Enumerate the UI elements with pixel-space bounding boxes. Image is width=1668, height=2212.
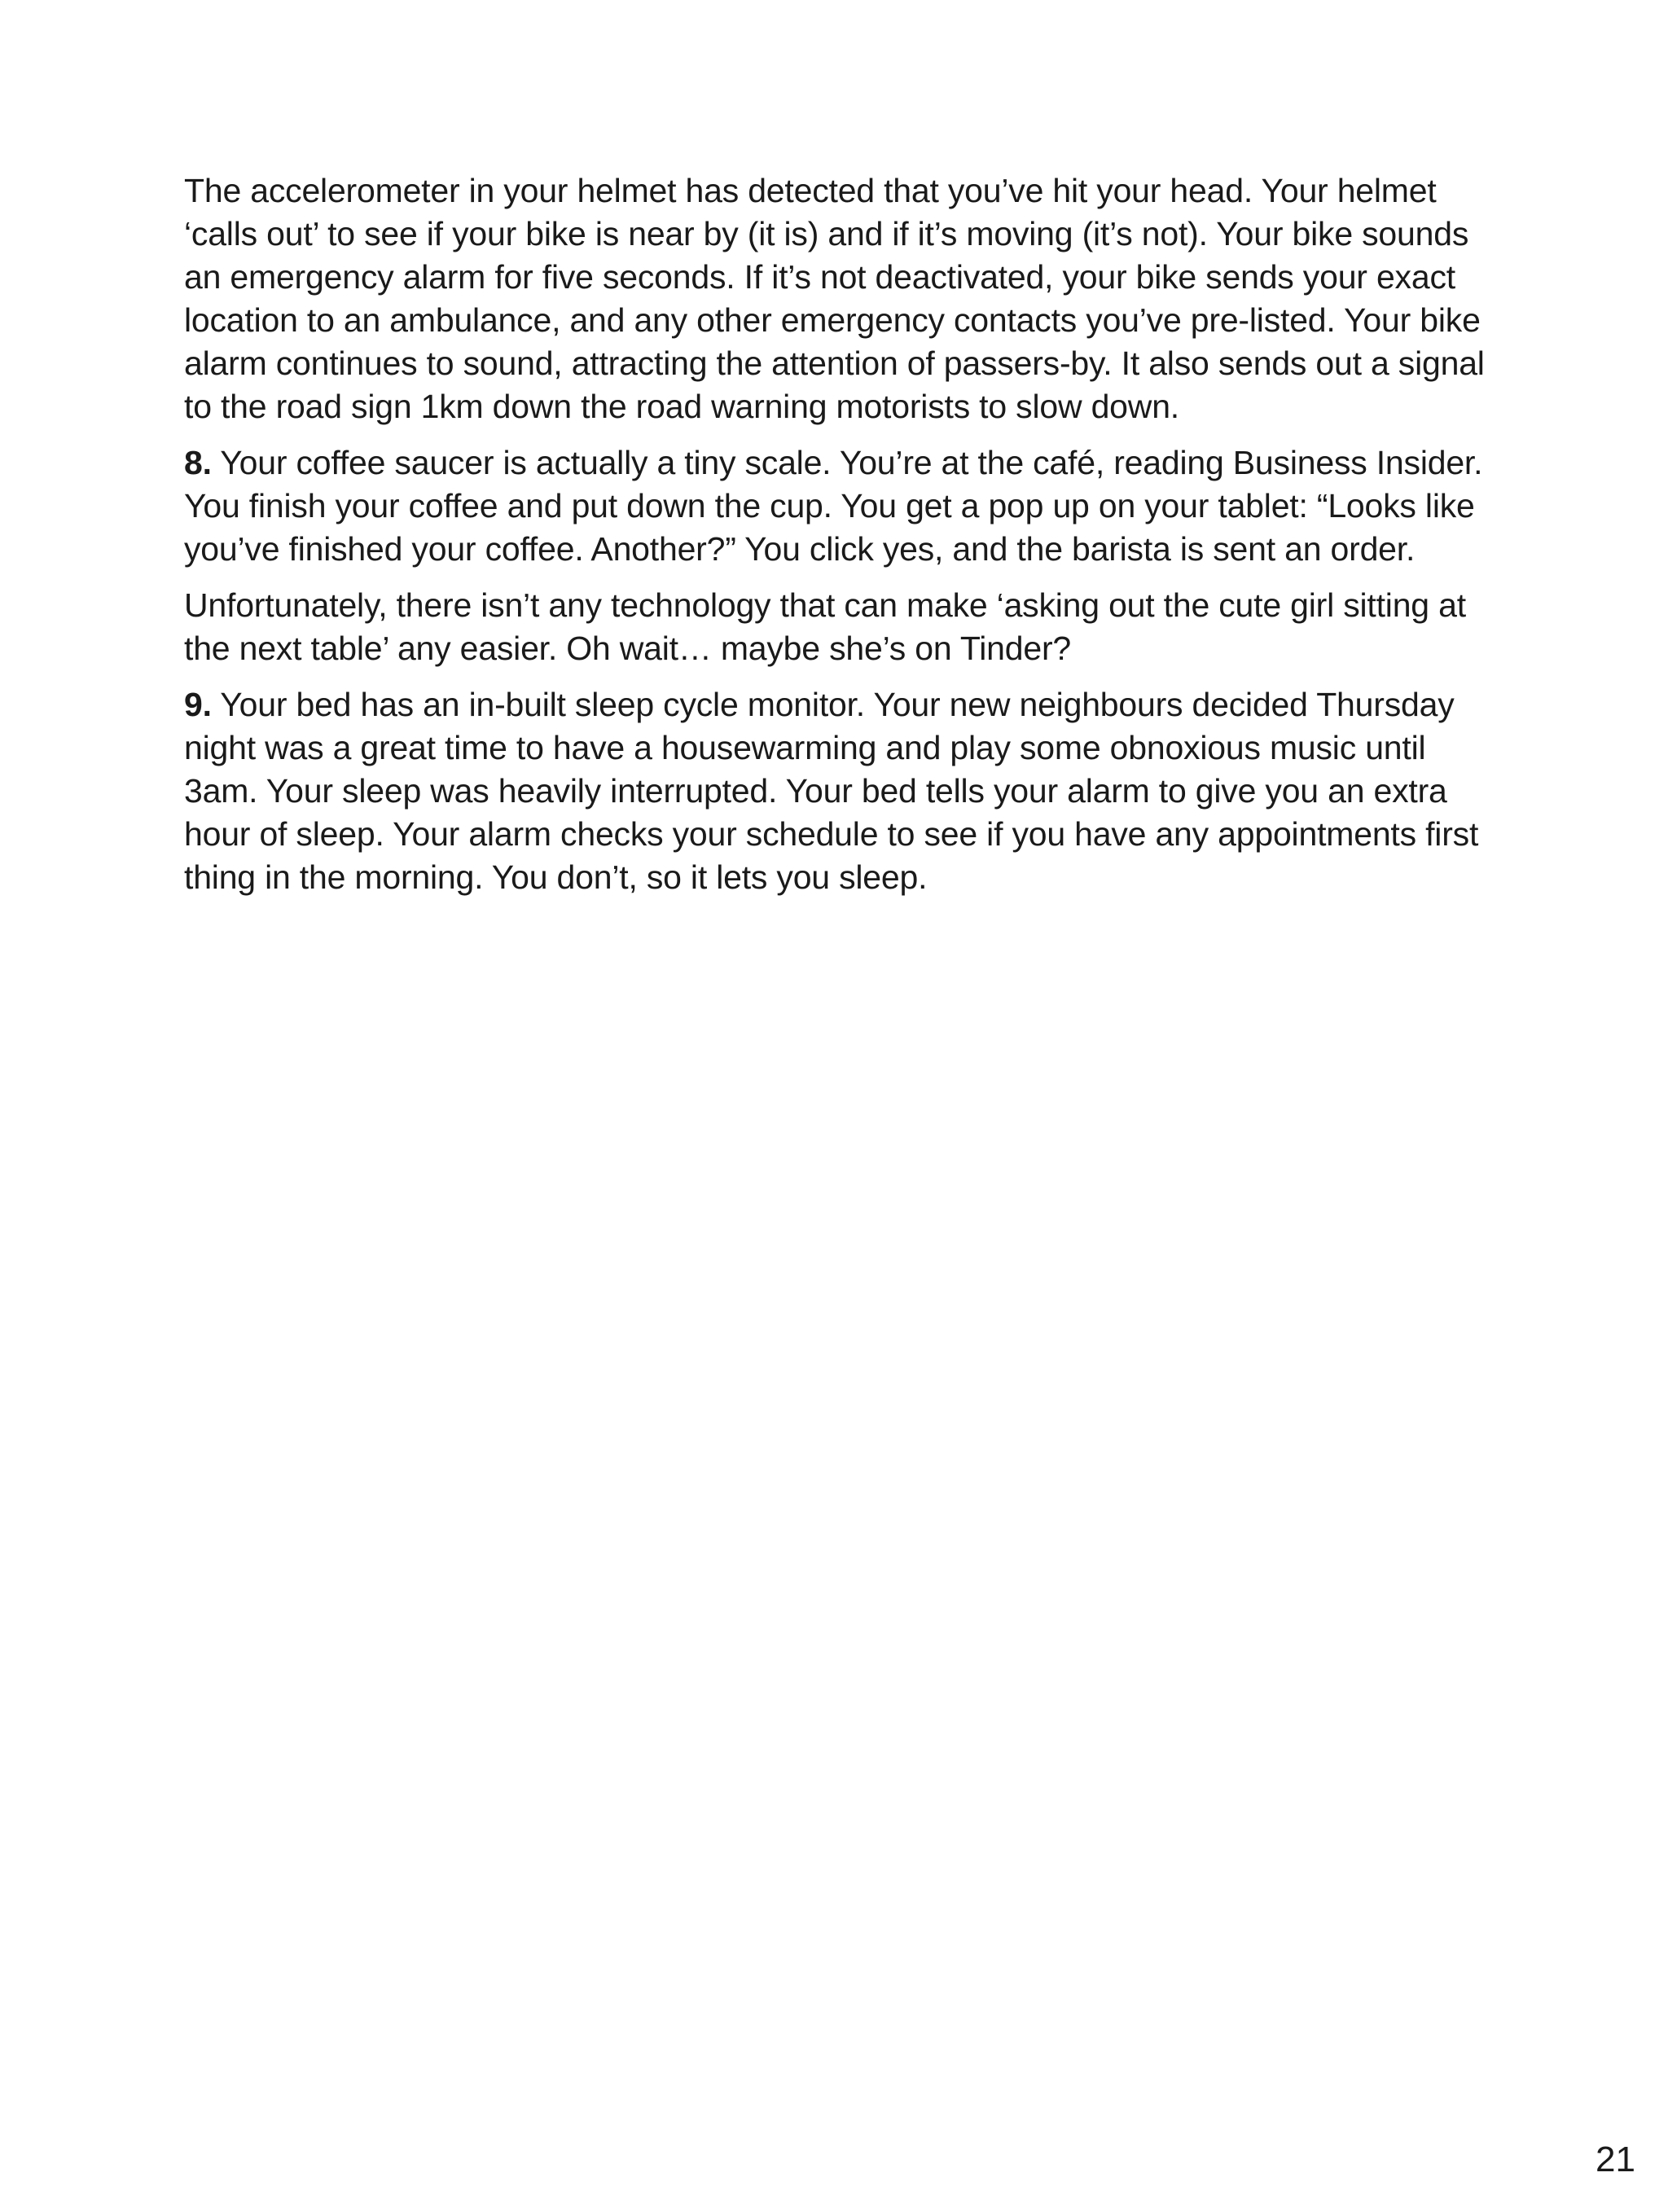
- body-text: [184, 169, 1487, 912]
- paragraph-text: The accelerometer in your helmet has detected that you’ve hit your head. Your helmet ‘calls out’ to see if your bike is near by (it is) and if it’s moving (it’s not). Your bike sounds an emergency alarm for five seconds. If it’s not deactivated, your bike sends your exact location to an ambulance, and any other emergency contacts you’ve pre-listed. Your bike alarm continues to sound, attracting the attention of passers-by. It also sends out a signal to the road sign 1km down the road warning motorists to slow down.: [184, 172, 1485, 425]
- item-number: 9.: [184, 686, 212, 723]
- paragraph-text: Your bed has an in-built sleep cycle monitor. Your new neighbours decided Thursday night was a great time to have a housewarming and play some obnoxious music until 3am. Your sleep was heavily interrupted. Your bed tells your alarm to give you an extra hour of sleep. Your alarm checks your schedule to see if you have any appointments first thing in the morning. You don’t, so it lets you sleep.: [184, 686, 1479, 896]
- paragraph-bed: [184, 683, 1487, 899]
- page-number: 21: [1596, 2140, 1635, 2179]
- paragraph-helmet: [184, 169, 1487, 428]
- item-number: 8.: [184, 444, 212, 481]
- paragraph-tinder: [184, 584, 1487, 670]
- paragraph-text: Unfortunately, there isn’t any technology that can make ‘asking out the cute girl sitting at the next table’ any easier. Oh wait… maybe she’s on Tinder?: [184, 586, 1466, 667]
- paragraph-coffee: [184, 441, 1487, 571]
- paragraph-text: Your coffee saucer is actually a tiny scale. You’re at the café, reading Business Insider. You finish your coffee and put down the cup. You get a pop up on your tablet: “Looks like you’ve finished your coffee. Another?” You click yes, and the barista is sent an order.: [184, 444, 1483, 568]
